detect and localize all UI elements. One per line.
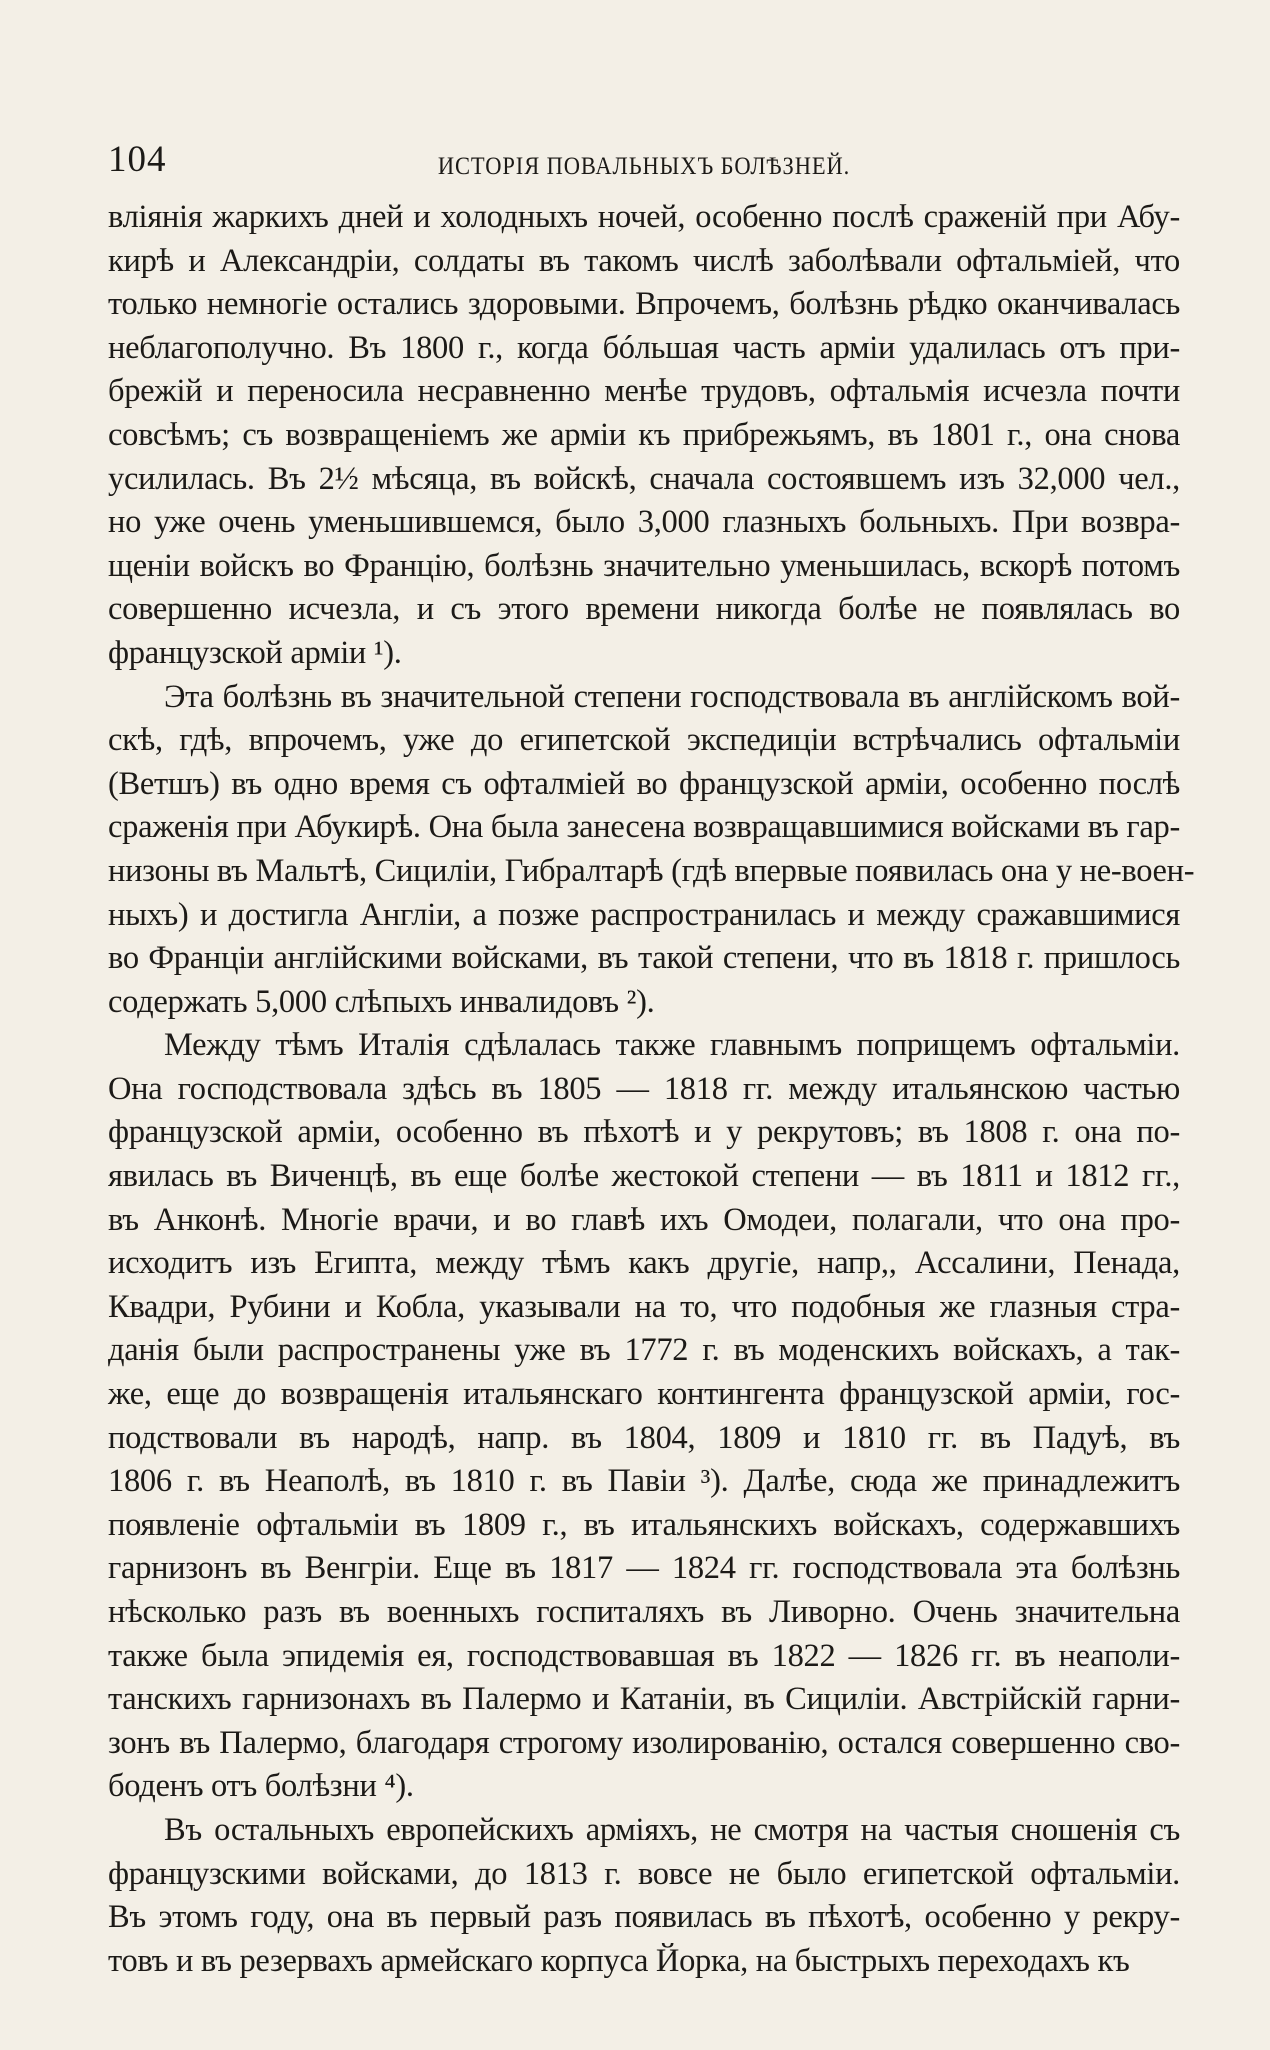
text-line: французской арміи ¹). — [108, 634, 402, 671]
text-line: исходитъ изъ Египта, между тѣмъ какъ другіе, напр,, Ассалини, Пенада, — [108, 1245, 1180, 1282]
text-line: Въ этомъ году, она въ первый разъ появилась въ пѣхотѣ, особенно у рекру- — [108, 1899, 1180, 1936]
text-line: боденъ отъ болѣзни ⁴). — [108, 1768, 414, 1805]
text-line: усилилась. Въ 2½ мѣсяца, въ войскѣ, сначала состоявшемъ изъ 32,000 чел., — [108, 460, 1180, 497]
page-header — [108, 138, 1180, 188]
text-line: скѣ, гдѣ, впрочемъ, уже до египетской экспедиціи встрѣчались офтальміи — [108, 722, 1180, 759]
text-line: гарнизонъ въ Венгріи. Еще въ 1817 — 1824 гг. господствовала эта болѣзнь — [108, 1550, 1180, 1587]
page-number: 104 — [108, 139, 167, 180]
text-line: совсѣмъ; съ возвращеніемъ же арміи къ прибрежьямъ, въ 1801 г., она снова — [108, 416, 1180, 453]
text-line: Между тѣмъ Италія сдѣлалась также главнымъ поприщемъ офтальміи. — [164, 1027, 1180, 1064]
text-line: французской арміи, особенно въ пѣхотѣ и у рекрутовъ; въ 1808 г. она по- — [108, 1114, 1180, 1151]
text-line: содержать 5,000 слѣпыхъ инвалидовъ ²). — [108, 983, 655, 1020]
body-text — [108, 196, 1195, 1983]
text-line: только немногіе остались здоровыми. Впрочемъ, болѣзнь рѣдко оканчивалась — [108, 286, 1180, 323]
text-line: зонъ въ Палермо, благодаря строгому изолированію, остался совершенно сво- — [108, 1724, 1180, 1761]
text-line: вліянія жаркихъ дней и холодныхъ ночей, особенно послѣ сраженій при Абу- — [108, 199, 1180, 235]
text-line: Квадри, Рубини и Кобла, указывали на то, что подобныя же глазныя стра- — [108, 1288, 1180, 1325]
paragraph — [108, 676, 1195, 1025]
text-line: Эта болѣзнь въ значительной степени господствовала въ англійскомъ вой- — [164, 678, 1180, 715]
text-line: во Франціи англійскими войсками, въ такой степени, что въ 1818 г. пришлось — [108, 940, 1180, 977]
text-line: же, еще до возвращенія итальянскаго контингента французской арміи, гос- — [108, 1376, 1180, 1413]
text-line: щеніи войскъ во Францію, болѣзнь значительно уменьшилась, вскорѣ потомъ — [108, 547, 1180, 584]
text-line: товъ и въ резервахъ армейскаго корпуса Йорка, на быстрыхъ переходахъ къ — [108, 1942, 1130, 1979]
text-line: брежій и переносила несравненно менѣе трудовъ, офтальмія исчезла почти — [108, 373, 1180, 410]
text-line: явилась въ Виченцѣ, въ еще болѣе жестокой степени — въ 1811 и 1812 гг., — [108, 1158, 1180, 1195]
text-line: данія были распространены уже въ 1772 г. въ моденскихъ войскахъ, а так- — [108, 1332, 1180, 1369]
text-line: 1806 г. въ Неаполѣ, въ 1810 г. въ Павіи ³). Далѣе, сюда же принадлежитъ — [108, 1463, 1180, 1500]
paragraph — [108, 1024, 1180, 1809]
text-line: совершенно исчезла, и съ этого времени никогда болѣе не появлялась во — [108, 591, 1180, 628]
text-line: Въ остальныхъ европейскихъ арміяхъ, не смотря на частыя сношенія съ — [164, 1811, 1180, 1848]
text-line: кирѣ и Александріи, солдаты въ такомъ числѣ заболѣвали офтальміей, что — [108, 242, 1180, 279]
text-line: нѣсколько разъ въ военныхъ госпиталяхъ въ Ливорно. Очень значительна — [108, 1594, 1180, 1630]
text-line: (Ветшъ) въ одно время съ офталміей во французской арміи, особенно послѣ — [108, 765, 1180, 802]
text-line: неблагополучно. Въ 1800 г., когда бóльшая часть арміи удалилась отъ при- — [108, 329, 1180, 366]
text-line: въ Анконѣ. Многіе врачи, и во главѣ ихъ Омодеи, полагали, что она про- — [108, 1201, 1180, 1238]
text-line: сраженія при Абукирѣ. Она была занесена возвращавшимися войсками въ гар- — [108, 809, 1180, 846]
running-title: ИСТОРІЯ ПОВАЛЬНЫХЪ БОЛѢЗНЕЙ. — [437, 153, 851, 180]
text-line: ныхъ) и достигла Англіи, а позже распространилась и между сражавшимися — [108, 896, 1180, 933]
text-line: но уже очень уменьшившемся, было 3,000 глазныхъ больныхъ. При возвра- — [108, 504, 1180, 541]
text-line: появленіе офтальміи въ 1809 г., въ итальянскихъ войскахъ, содержавшихъ — [108, 1506, 1180, 1543]
paragraph — [108, 196, 1180, 676]
text-line: Она господствовала здѣсь въ 1805 — 1818 гг. между итальянскою частью — [108, 1070, 1180, 1107]
text-line: танскихъ гарнизонахъ въ Палермо и Катаніи, въ Сициліи. Австрійскій гарни- — [108, 1681, 1180, 1718]
text-line: подствовали въ народѣ, напр. въ 1804, 1809 и 1810 гг. въ Падуѣ, въ — [108, 1419, 1180, 1456]
text-line: также была эпидемія ея, господствовавшая въ 1822 — 1826 гг. въ неаполи- — [108, 1637, 1180, 1674]
paragraph — [108, 1809, 1180, 1983]
text-line: французскими войсками, до 1813 г. вовсе не было египетской офтальміи. — [108, 1855, 1180, 1892]
text-line: низоны въ Мальтѣ, Сициліи, Гибралтарѣ (гдѣ впервые появилась она у не-воен- — [108, 852, 1195, 889]
